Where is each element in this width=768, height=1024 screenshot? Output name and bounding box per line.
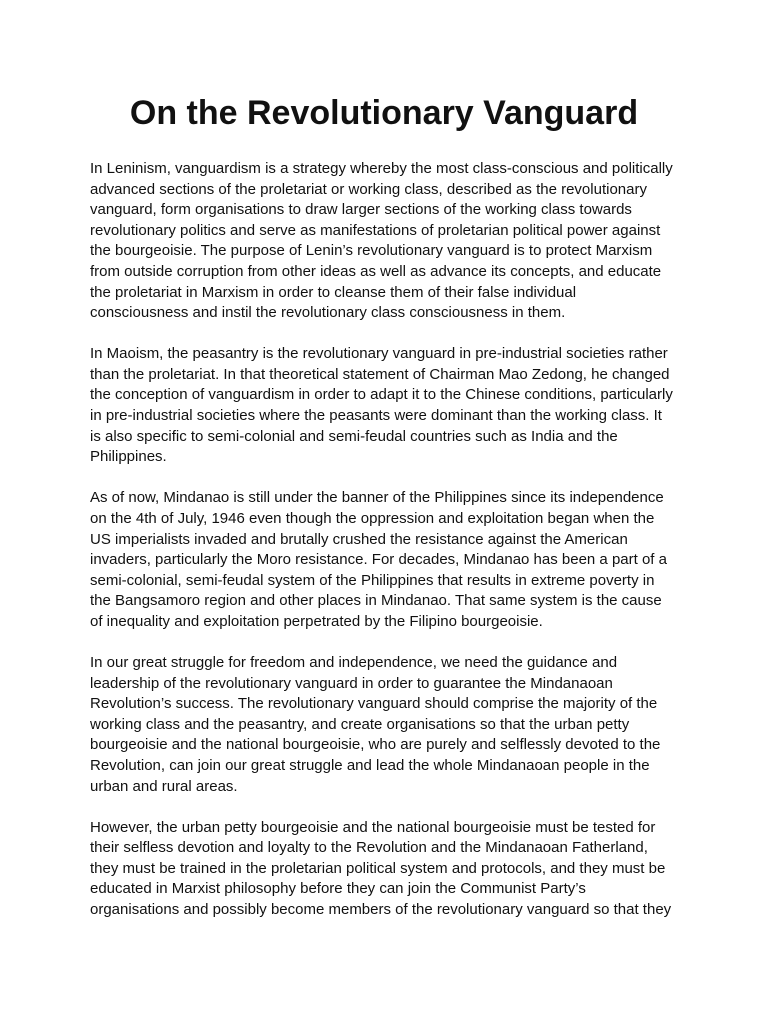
text-line: invaders, particularly the Moro resistance. For decades, Mindanao has been a part of a — [90, 551, 667, 569]
text-line: in pre-industrial societies where the peasants were dominant than the working class. It — [90, 407, 662, 425]
text-line: bourgeoisie and the national bourgeoisie, who are purely and selflessly devoted to the — [90, 736, 661, 754]
text-line: Revolution’s success. The revolutionary vanguard should comprise the majority of the — [90, 695, 658, 713]
text-line: the bourgeoisie. The purpose of Lenin’s revolutionary vanguard is to protect Marxism — [90, 242, 653, 260]
paragraph-great-struggle — [90, 653, 682, 797]
text-line: organisations and possibly become members of the revolutionary vanguard so that they — [90, 901, 672, 918]
text-line: semi-colonial, semi-feudal system of the Philippines that results in extreme poverty in — [90, 571, 655, 589]
text-line: leadership of the revolutionary vanguard in order to guarantee the Mindanaoan — [90, 674, 613, 692]
paragraph-however — [90, 818, 682, 921]
text-line: In our great struggle for freedom and independence, we need the guidance and — [90, 653, 618, 671]
text-line: working class and the peasantry, and create organisations so that the urban petty — [90, 715, 630, 733]
text-line: their selfless devotion and loyalty to the Revolution and the Mindanaoan Fatherland, — [90, 839, 648, 857]
text-line: from outside corruption from other ideas as well as advance its concepts, and educate — [90, 262, 662, 280]
text-line: is also specific to semi-colonial and semi-feudal countries such as India and the — [90, 427, 618, 445]
text-line: the conception of vanguardism in order to adapt it to the Chinese conditions, particularly — [90, 386, 673, 404]
text-line: In Maoism, the peasantry is the revolutionary vanguard in pre-industrial societies rather — [90, 345, 668, 363]
paragraph-maoism — [90, 344, 682, 468]
text-line: than the proletariat. In that theoretical statement of Chairman Mao Zedong, he changed — [90, 365, 670, 383]
text-line: As of now, Mindanao is still under the banner of the Philippines since its independence — [90, 489, 664, 507]
text-line: they must be trained in the proletarian political system and protocols, and they must be — [90, 859, 666, 877]
document-title: On the Revolutionary Vanguard — [129, 94, 639, 132]
text-line: revolutionary politics and serve as manifestations of proletarian political power against — [90, 221, 661, 239]
text-line: the proletariat in Marxism in order to cleanse them of their false individual — [90, 283, 577, 301]
paragraph-leninism — [90, 159, 682, 324]
text-line: of inequality and exploitation perpetrated by the Filipino bourgeoisie. — [90, 612, 543, 630]
text-line: US imperialists invaded and brutally crushed the resistance against the American — [90, 530, 628, 548]
document-body — [90, 159, 682, 941]
text-line: consciousness and instil the revolutionary class consciousness in them. — [90, 304, 566, 322]
text-line: vanguard, form organisations to draw larger sections of the working class towards — [90, 201, 632, 219]
text-line: However, the urban petty bourgeoisie and the national bourgeoisie must be tested for — [90, 818, 656, 836]
paragraph-mindanao — [90, 488, 682, 632]
text-line: Philippines. — [90, 448, 167, 466]
text-line: educated in Marxist philosophy before they can join the Communist Party’s — [90, 880, 586, 898]
text-line: Revolution, can join our great struggle and lead the whole Mindanaoan people in the — [90, 756, 650, 774]
text-line: In Leninism, vanguardism is a strategy whereby the most class-conscious and politically — [90, 160, 673, 177]
text-line: on the 4th of July, 1946 even though the oppression and exploitation began when the — [90, 509, 655, 527]
text-line: urban and rural areas. — [90, 777, 238, 795]
text-line: the Bangsamoro region and other places in Mindanao. That same system is the cause — [90, 592, 662, 610]
text-line: advanced sections of the proletariat or working class, described as the revolutionary — [90, 180, 647, 198]
